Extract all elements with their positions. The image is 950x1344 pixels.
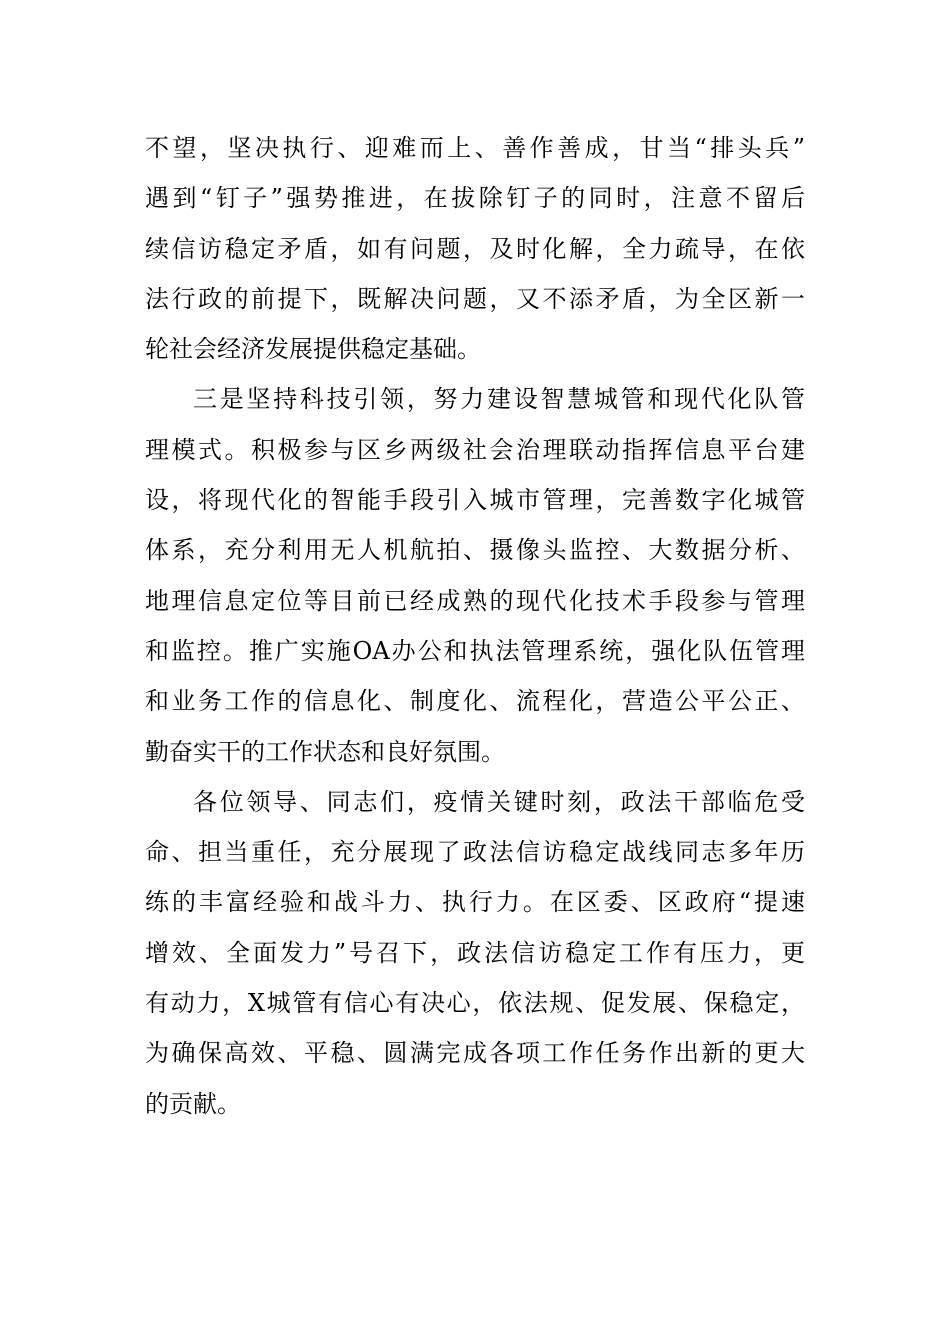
paragraph-start-line: 各位领导、同志们，疫情关键时刻，政法干部临危受	[193, 787, 805, 816]
text-line: 的贡献。	[145, 1089, 241, 1118]
text-line: 练的丰富经验和战斗力、执行力。在区委、区政府“提速	[145, 888, 805, 917]
text-line: 和监控。推广实施OA办公和执法管理系统，强化队伍管理	[145, 636, 805, 665]
text-line: 命、担当重任，充分展现了政法信访稳定战线同志多年历	[145, 838, 805, 867]
text-line: 理模式。积极参与区乡两级社会治理联动指挥信息平台建	[145, 435, 805, 464]
document-body	[145, 123, 805, 1129]
text-line: 续信访稳定矛盾，如有问题，及时化解，全力疏导，在依	[145, 234, 805, 263]
text-line: 地理信息定位等目前已经成熟的现代化技术手段参与管理	[145, 586, 805, 615]
text-line: 法行政的前提下，既解决问题，又不添矛盾，为全区新一	[145, 284, 805, 313]
text-line: 勤奋实干的工作状态和良好氛围。	[145, 737, 505, 766]
text-line: 增效、全面发力”号召下，政法信访稳定工作有压力，更	[145, 938, 805, 967]
text-line: 设，将现代化的智能手段引入城市管理，完善数字化城管	[145, 486, 805, 515]
paragraph-start-line: 三是坚持科技引领，努力建设智慧城管和现代化队管	[193, 385, 805, 414]
text-line: 有动力，X城管有信心有决心，依法规、促发展、保稳定，	[145, 989, 805, 1018]
text-line: 体系，充分利用无人机航拍、摄像头监控、大数据分析、	[145, 536, 805, 565]
text-line: 和业务工作的信息化、制度化、流程化，营造公平公正、	[145, 687, 805, 716]
text-line: 不望，坚决执行、迎难而上、善作善成，甘当“排头兵”	[145, 134, 805, 162]
text-line: 遇到“钉子”强势推进，在拔除钉子的同时，注意不留后	[145, 184, 805, 213]
text-line: 为确保高效、平稳、圆满完成各项工作任务作出新的更大	[145, 1039, 805, 1068]
text-line: 轮社会经济发展提供稳定基础。	[145, 335, 481, 364]
